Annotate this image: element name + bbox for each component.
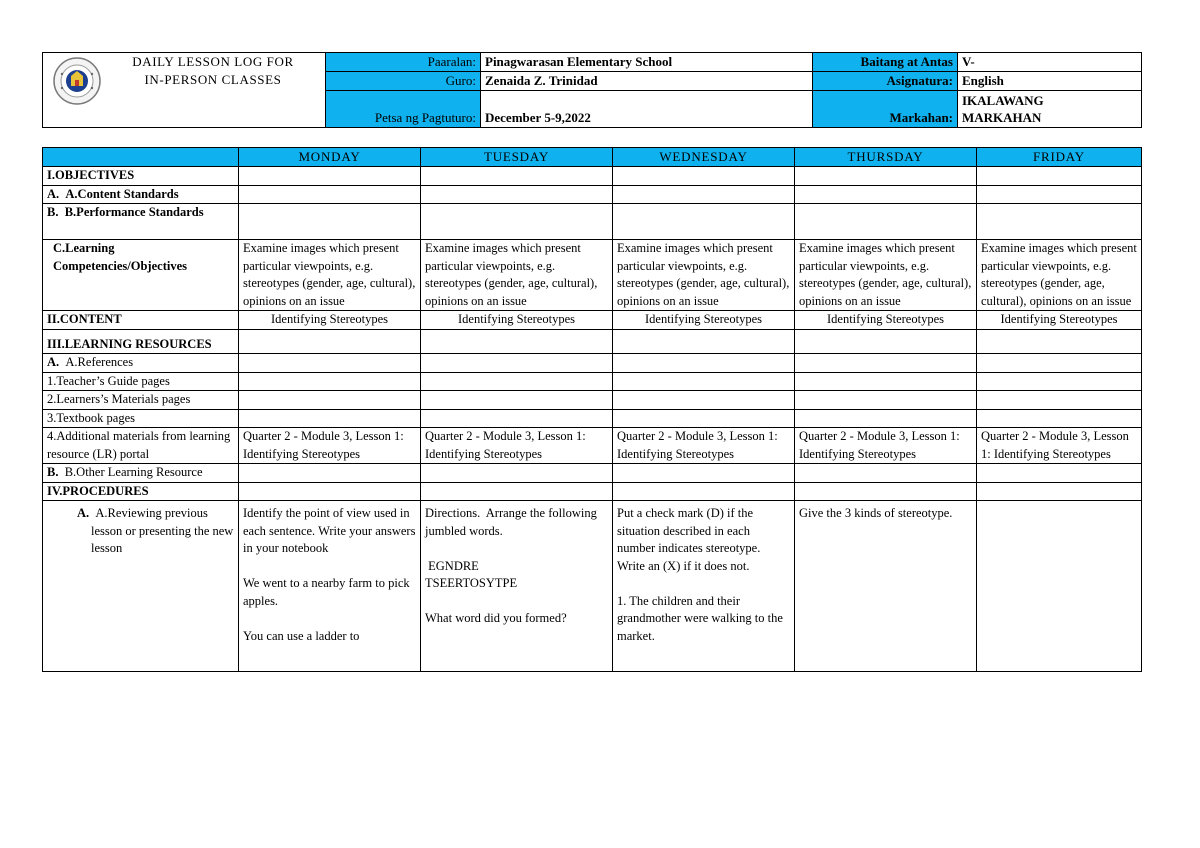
markahan-value-line1: IKALAWANG [962, 93, 1044, 108]
guro-value: Zenaida Z. Trinidad [481, 72, 813, 91]
additional-materials-label: 4.Additional materials from learning resource (LR) portal [43, 428, 239, 464]
table-row [43, 501, 1142, 672]
day-monday: MONDAY [239, 148, 421, 167]
table-row [43, 311, 1142, 330]
references-label [43, 354, 239, 373]
procedure-wednesday: Put a check mark (D) if the situation described in each number indicates stereotype. Write an (X) if it does not. 1. The children and their grandmother were walking to the market. [613, 501, 795, 672]
paaralan-value: Pinagwarasan Elementary School [481, 53, 813, 72]
procedure-tuesday: Directions. Arrange the following jumbled words. EGNDRE TSEERTOSYTPE What word did you formed? [421, 501, 613, 672]
lesson-log-table [42, 147, 1142, 672]
table-row [43, 464, 1142, 483]
table-row [43, 482, 1142, 501]
markahan-value [958, 91, 1142, 128]
content-wednesday: Identifying Stereotypes [613, 311, 795, 330]
competency-tuesday: Examine images which present particular viewpoints, e.g. stereotypes (gender, age, cultural), opinions on an issue [421, 240, 613, 311]
content-thursday: Identifying Stereotypes [795, 311, 977, 330]
learning-competencies-label: C.Learning Competencies/Objectives [43, 240, 239, 311]
other-resource-label [43, 464, 239, 483]
petsa-value: December 5-9,2022 [481, 91, 813, 128]
performance-standards-label [43, 204, 239, 240]
asignatura-label: Asignatura: [813, 72, 958, 91]
table-row [43, 240, 1142, 311]
other-resource-text: B.Other Learning Resource [64, 465, 203, 479]
table-row [43, 167, 1142, 186]
procedures-label: IV.PROCEDURES [43, 482, 239, 501]
table-row [43, 409, 1142, 428]
reviewing-text: A.Reviewing previous lesson or presenting the new lesson [91, 506, 234, 555]
content-standards-text: A.Content Standards [65, 186, 179, 201]
references-num: A. [47, 355, 60, 369]
asignatura-value: English [958, 72, 1142, 91]
learners-materials-label: 2.Learners’s Materials pages [43, 391, 239, 410]
objectives-label: I.OBJECTIVES [43, 167, 239, 186]
document-title [108, 53, 318, 89]
table-row [43, 354, 1142, 373]
baitang-label: Baitang at Antas [813, 53, 958, 72]
day-header-blank [43, 148, 239, 167]
day-tuesday: TUESDAY [421, 148, 613, 167]
day-thursday: THURSDAY [795, 148, 977, 167]
day-wednesday: WEDNESDAY [613, 148, 795, 167]
other-resource-num: B. [47, 465, 59, 479]
guro-label: Guro: [326, 72, 481, 91]
additional-wednesday: Quarter 2 - Module 3, Lesson 1: Identifying Stereotypes [613, 428, 795, 464]
content-standards-label [43, 185, 239, 204]
textbook-label: 3.Textbook pages [43, 409, 239, 428]
teachers-guide-label: 1.Teacher’s Guide pages [43, 372, 239, 391]
performance-standards-text: B.Performance Standards [64, 205, 204, 219]
content-label: II.CONTENT [43, 311, 239, 330]
table-row [43, 185, 1142, 204]
content-friday: Identifying Stereotypes [977, 311, 1142, 330]
markahan-value-line2: MARKAHAN [962, 110, 1042, 125]
table-row [43, 329, 1142, 354]
content-tuesday: Identifying Stereotypes [421, 311, 613, 330]
additional-friday: Quarter 2 - Module 3, Lesson 1: Identifying Stereotypes [977, 428, 1142, 464]
content-standards-num: A. [47, 186, 60, 201]
baitang-value: V- [958, 53, 1142, 72]
petsa-label: Petsa ng Pagtuturo: [326, 91, 481, 128]
reviewing-num: A. [77, 506, 90, 520]
additional-tuesday: Quarter 2 - Module 3, Lesson 1: Identifying Stereotypes [421, 428, 613, 464]
table-row [43, 372, 1142, 391]
performance-standards-num: B. [47, 205, 59, 219]
reviewing-label [43, 501, 239, 672]
table-row [43, 391, 1142, 410]
competency-thursday: Examine images which present particular viewpoints, e.g. stereotypes (gender, age, cultural), opinions on an issue [795, 240, 977, 311]
competency-wednesday: Examine images which present particular viewpoints, e.g. stereotypes (gender, age, cultural), opinions on an issue [613, 240, 795, 311]
learning-resources-label: III.LEARNING RESOURCES [43, 329, 239, 354]
document-title-line1: DAILY LESSON LOG FOR [132, 54, 294, 69]
day-header-row [43, 148, 1142, 167]
additional-monday: Quarter 2 - Module 3, Lesson 1: Identifying Stereotypes [239, 428, 421, 464]
table-row [43, 428, 1142, 464]
content-monday: Identifying Stereotypes [239, 311, 421, 330]
procedure-friday [977, 501, 1142, 672]
document-title-line2: IN-PERSON CLASSES [144, 72, 282, 87]
procedure-monday: Identify the point of view used in each sentence. Write your answers in your notebook We went to a nearby farm to pick apples. You can use a ladder to [239, 501, 421, 672]
procedure-thursday: Give the 3 kinds of stereotype. [795, 501, 977, 672]
additional-thursday: Quarter 2 - Module 3, Lesson 1: Identifying Stereotypes [795, 428, 977, 464]
references-text: A.References [65, 355, 134, 369]
competency-monday: Examine images which present particular viewpoints, e.g. stereotypes (gender, age, cultural), opinions on an issue [239, 240, 421, 311]
day-friday: FRIDAY [977, 148, 1142, 167]
table-row [43, 204, 1142, 240]
competency-friday: Examine images which present particular viewpoints, e.g. stereotypes (gender, age, cultural), opinions on an issue [977, 240, 1142, 311]
paaralan-label: Paaralan: [326, 53, 481, 72]
markahan-label: Markahan: [813, 91, 958, 128]
